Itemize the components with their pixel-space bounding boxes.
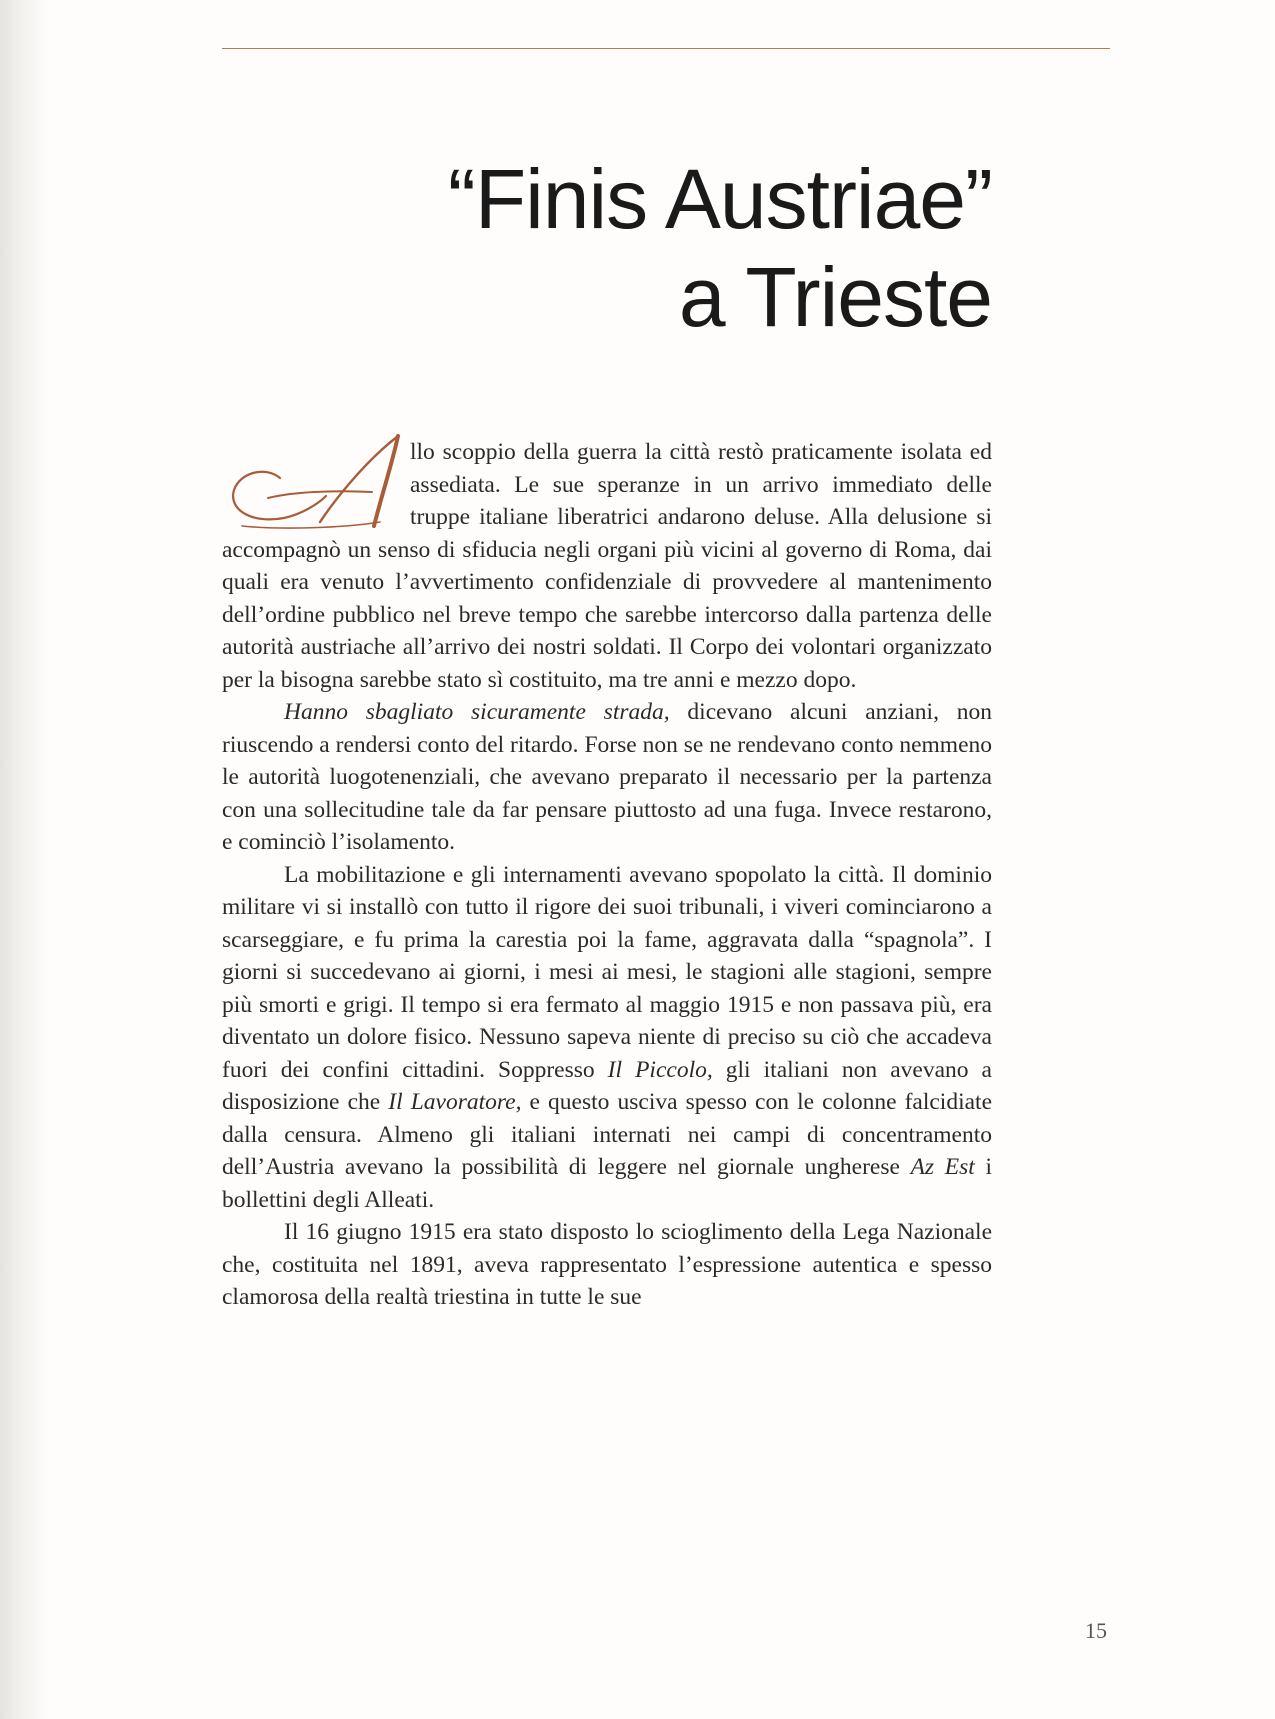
drop-cap-glyph — [222, 414, 410, 530]
chapter-title — [448, 150, 992, 346]
paragraph-2-italic: Hanno sbagliato sicuramente strada, — [284, 699, 670, 725]
paragraph-3-text-c: e questo usciva spesso con le colonne falcidiate dalla censura. Almeno gli italiani internati nei campi di concentramento dell’Austria avevano la possibilità di leggere nel giornale ungherese — [222, 1089, 992, 1180]
paragraph-1-text: llo scoppio della guerra la città restò praticamente isolata ed assediata. Le sue speranze in un arrivo immediato delle truppe italiane liberatrici andarono deluse. Alla delusione si accompagnò un senso di sfiducia negli organi più vicini al governo di Roma, dai quali era venuto l’avvertimento confidenziale di provvedere al mantenimento dell’ordine pubblico nel breve tempo che sarebbe intercorso dalla partenza delle autorità austriache all’arrivo dei nostri soldati. Il Corpo dei volontari organizzato per la bisogna sarebbe stato sì costituito, ma tre anni e mezzo dopo. — [222, 439, 992, 693]
title-az-est: Az Est — [910, 1154, 975, 1180]
page-number: 15 — [1085, 1618, 1107, 1643]
top-rule — [222, 48, 1110, 49]
chapter-title-line-2: a Trieste — [678, 250, 992, 344]
paragraph-4-text: Il 16 giugno 1915 era stato disposto lo scioglimento della Lega Nazionale che, costituita nel 1891, aveva rappresentato l’espressione autentica e spesso clamorosa della realtà triestina in tutte le sue — [222, 1219, 992, 1310]
paragraph-2-text: dicevano alcuni anziani, non riuscendo a rendersi conto del ritardo. Forse non se ne rendevano conto nemmeno le autorità luogotenenziali, che avevano preparato il necessario per la partenza con una sollecitudine tale da far pensare piuttosto ad una fuga. Invece restarono, e cominciò l’isolamento. — [222, 699, 992, 855]
paragraph-3-text-d: i bollettini degli Alleati. — [222, 1154, 993, 1213]
chapter-title-line-1: “Finis Austriae” — [447, 152, 992, 246]
paragraph-4 — [222, 1216, 992, 1314]
title-il-piccolo: Il Piccolo, — [607, 1056, 713, 1083]
paragraph-1 — [222, 414, 992, 696]
paragraph-3-text-b: gli italiani non avevano a disposizione che — [222, 1056, 992, 1115]
body-text — [222, 414, 993, 1314]
title-il-lavoratore: Il Lavoratore, — [388, 1089, 522, 1115]
drop-cap — [222, 414, 410, 530]
paragraph-2 — [222, 696, 992, 859]
spine-shadow — [0, 0, 48, 1719]
paragraph-3-text-a: La mobilitazione e gli internamenti avevano spopolato la città. Il dominio militare vi si installò con tutto il rigore dei suoi tribunali, i viveri cominciarono a scarseggiare, e fu prima la carestia poi la fame, aggravata dalla “spagnola”. I giorni si succedevano ai giorni, i mesi ai mesi, le stagioni alle stagioni, sempre più smorti e grigi. Il tempo si era fermato al maggio 1915 e non passava più, era diventato un dolore fisico. Nessuno sapeva niente di preciso su ciò che accadeva fuori dei confini cittadini. Soppresso — [222, 861, 992, 1083]
paragraph-3 — [222, 859, 992, 1217]
drop-cap-letter: A — [222, 414, 239, 440]
